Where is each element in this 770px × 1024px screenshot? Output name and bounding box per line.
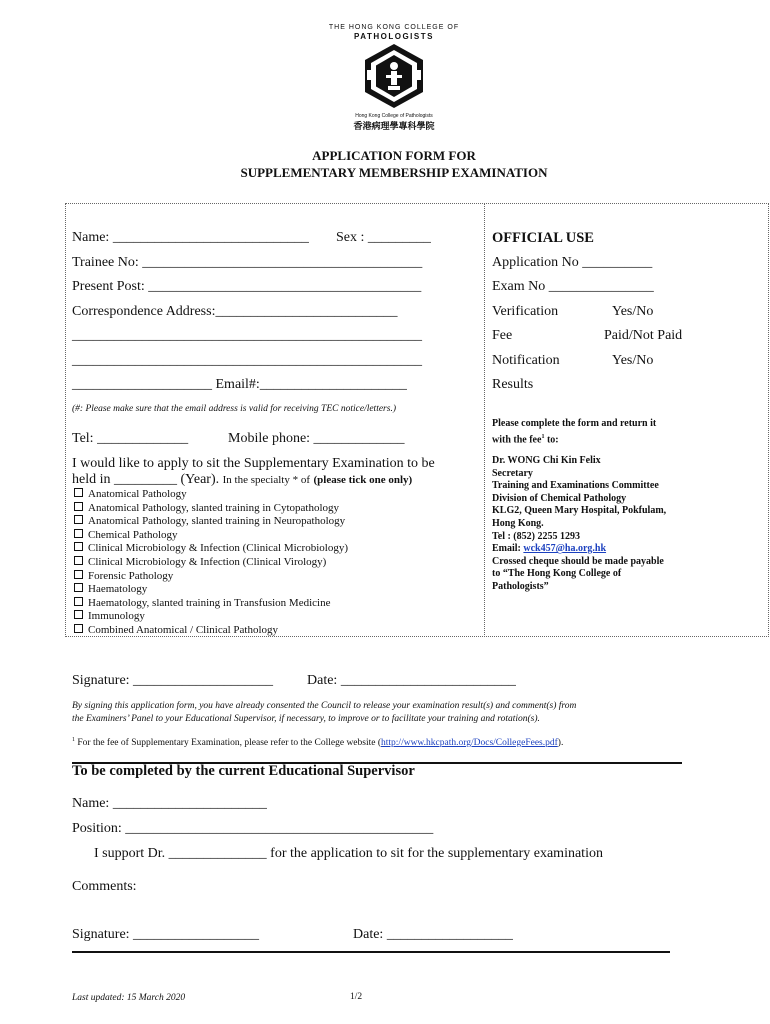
logo-bottom-text: Hong Kong College of Pathologists — [355, 113, 433, 119]
specialty-option[interactable] — [74, 502, 348, 516]
checkbox-icon[interactable] — [74, 583, 83, 592]
email-field[interactable]: ____________________ Email#:_____________________ — [72, 377, 407, 392]
comments-label[interactable]: Comments: — [72, 879, 137, 894]
specialty-label: Anatomical Pathology, slanted training in Neuropathology — [88, 515, 346, 528]
applicant-date-field[interactable]: Date: _________________________ — [307, 673, 516, 688]
name-field[interactable]: Name: ____________________________ — [72, 230, 309, 245]
supervisor-date-field[interactable]: Date: __________________ — [353, 927, 513, 942]
official-use-heading: OFFICIAL USE — [492, 230, 594, 246]
checkbox-icon[interactable] — [74, 515, 83, 524]
specialty-option[interactable] — [74, 610, 348, 624]
specialty-label: In the specialty * of — [222, 474, 310, 486]
apply-year-line — [72, 472, 412, 488]
college-fees-link[interactable]: http://www.hkcpath.org/Docs/CollegeFees.pdf — [381, 738, 558, 749]
supervisor-name-field[interactable]: Name: ______________________ — [72, 796, 267, 811]
trainee-no-field[interactable]: Trainee No: ________________________________________ — [72, 255, 423, 270]
secretary-address: Dr. WONG Chi Kin Felix Secretary Training and Examinations Committee Division of Chemical Pathology KLG2, Queen Mary Hospital, Pokfulam, Hong Kong. Tel : (852) 2255 1293 Email: wck457@ha.org.hk Crossed cheque should be made payable to “The Hong Kong College of Pathologists” — [492, 455, 667, 592]
verification-label: Verification — [492, 304, 559, 319]
year-field[interactable]: held in _________ (Year). — [72, 472, 220, 487]
specialty-label: Haematology — [88, 583, 148, 596]
verification-value: Yes/No — [612, 304, 654, 319]
present-post-field[interactable]: Present Post: _______________________________________ — [72, 279, 422, 294]
supervisor-heading: To be completed by the current Educational Supervisor — [72, 763, 415, 779]
specialty-option[interactable] — [74, 488, 348, 502]
checkbox-icon[interactable] — [74, 624, 83, 633]
checkbox-icon[interactable] — [74, 502, 83, 511]
specialty-label: Anatomical Pathology, slanted training in Cytopathology — [88, 501, 340, 514]
specialty-label: Immunology — [88, 610, 145, 623]
form-title-line1: APPLICATION FORM FOR — [312, 148, 476, 163]
checkbox-icon[interactable] — [74, 610, 83, 619]
notification-label: Notification — [492, 353, 560, 368]
applicant-signature-field[interactable]: Signature: ____________________ — [72, 673, 274, 688]
specialty-label: Combined Anatomical / Clinical Pathology — [88, 623, 279, 636]
supervisor-position-field[interactable]: Position: ____________________________________________ — [72, 821, 434, 836]
email-note: (#: Please make sure that the email address is valid for receiving TEC notice/letters.) — [72, 404, 396, 414]
fee-value: Paid/Not Paid — [604, 328, 683, 343]
notification-value: Yes/No — [612, 353, 654, 368]
last-updated: Last updated: 15 March 2020 — [72, 993, 186, 1003]
college-logo-icon — [360, 42, 428, 110]
specialty-option[interactable] — [74, 624, 348, 638]
support-statement[interactable]: I support Dr. ______________ for the application to sit for the supplementary examination — [94, 846, 603, 861]
fee-label: Fee — [492, 328, 513, 343]
consent-statement: By signing this application form, you have already consented the Council to release your examination result(s) and comment(s) from the Examiners’ Panel to your Educational Supervisor, if necessary, to improve or to facilitate your training and rotation(s). — [72, 701, 577, 724]
specialty-option[interactable] — [74, 570, 348, 584]
box-divider — [484, 203, 485, 637]
specialty-list — [74, 488, 348, 638]
specialty-label: Anatomical Pathology — [88, 488, 187, 500]
specialty-label: Haematology, slanted training in Transfusion Medicine — [88, 596, 331, 609]
supervisor-signature-field[interactable]: Signature: __________________ — [72, 927, 260, 942]
fee-footnote: $^1$ For the fee of Supplementary Examination, please refer to the College website (http://www.hkcpath.org/Docs/CollegeFees.pdf). — [72, 737, 564, 749]
specialty-label: Chemical Pathology — [88, 528, 178, 541]
return-instruction: Please complete the form and return it with the fee$^1$ to: — [492, 418, 657, 445]
form-title-line2: SUPPLEMENTARY MEMBERSHIP EXAMINATION — [240, 165, 548, 180]
specialty-label: Forensic Pathology — [88, 569, 174, 582]
address-line-1[interactable]: __________________________________________________ — [72, 328, 422, 343]
specialty-label: Clinical Microbiology & Infection (Clinical Virology) — [88, 555, 327, 568]
sex-field[interactable]: Sex : _________ — [336, 230, 431, 245]
application-no-field: Application No __________ — [492, 255, 653, 270]
exam-no-field: Exam No _______________ — [492, 279, 654, 294]
checkbox-icon[interactable] — [74, 488, 83, 497]
checkbox-icon[interactable] — [74, 556, 83, 565]
section-divider-bottom — [72, 951, 670, 953]
specialty-option[interactable] — [74, 583, 348, 597]
results-label: Results — [492, 377, 534, 392]
checkbox-icon[interactable] — [74, 597, 83, 606]
mobile-field[interactable]: Mobile phone: _____________ — [228, 431, 405, 446]
checkbox-icon[interactable] — [74, 542, 83, 551]
specialty-option[interactable] — [74, 597, 348, 611]
specialty-option[interactable] — [74, 529, 348, 543]
tick-instruction: (please tick one only) — [313, 474, 413, 486]
specialty-option[interactable] — [74, 542, 348, 556]
tel-field[interactable]: Tel: _____________ — [72, 431, 189, 446]
specialty-option[interactable] — [74, 515, 348, 529]
checkbox-icon[interactable] — [74, 570, 83, 579]
logo-top-text: THE HONG KONG COLLEGE OF — [328, 24, 460, 31]
apply-statement: I would like to apply to sit the Supplementary Examination to be — [72, 456, 435, 471]
secretary-email-link[interactable]: wck457@ha.org.hk — [523, 543, 607, 555]
logo-name: PATHOLOGISTS — [354, 32, 434, 41]
page-number: 1/2 — [350, 992, 363, 1002]
specialty-option[interactable] — [74, 556, 348, 570]
logo-chinese-name: 香港病理學專科學院 — [353, 122, 435, 132]
specialty-label: Clinical Microbiology & Infection (Clinical Microbiology) — [88, 542, 348, 555]
correspondence-address-field[interactable]: Correspondence Address:__________________________ — [72, 304, 398, 319]
checkbox-icon[interactable] — [74, 529, 83, 538]
address-line-2[interactable]: __________________________________________________ — [72, 353, 422, 368]
